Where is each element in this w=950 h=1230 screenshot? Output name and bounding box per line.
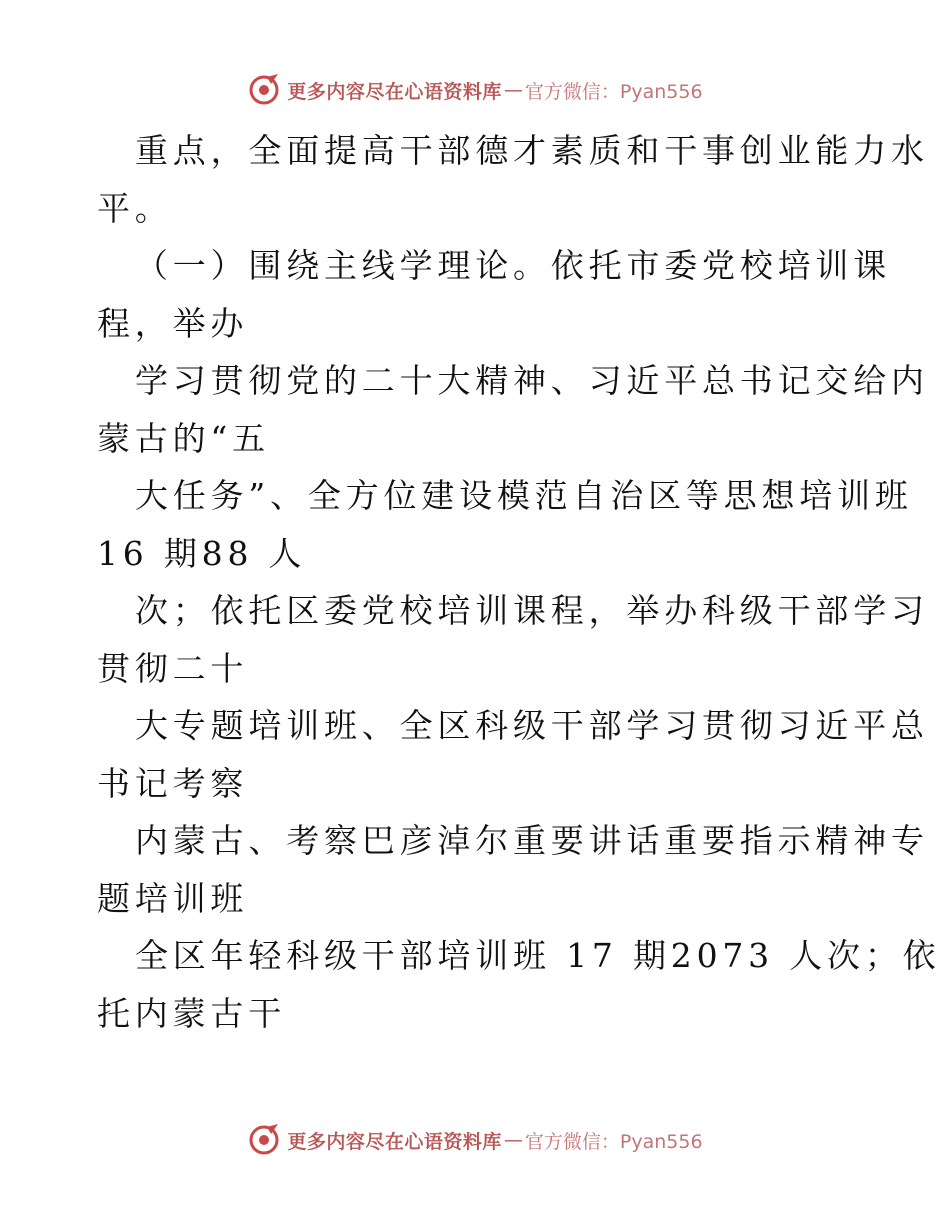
pen-circle-logo-icon: [247, 73, 281, 107]
watermark-site: 更多内容尽在心语资料库: [287, 80, 502, 103]
watermark-footer: [0, 1120, 950, 1160]
text-line: 平。: [97, 188, 173, 228]
text-line: （一）围绕主线学理论。依托市委党校培训课: [135, 246, 891, 285]
text-line: 大任务”、全方位建设模范自治区等思想培训班: [135, 476, 913, 515]
text-line: 程，举办: [97, 303, 249, 343]
text-line: 全区年轻科级干部培训班 17 期2073 人次；依: [135, 936, 941, 975]
text-line: 蒙古的“五: [97, 418, 270, 458]
watermark-wechat: 官方微信：Pyan556: [524, 1130, 703, 1153]
text-line: 重点，全面提高干部德才素质和干事创业能力水: [135, 131, 929, 170]
text-line: 题培训班: [97, 878, 249, 918]
text-line: 托内蒙古干: [97, 993, 286, 1033]
watermark-site: 更多内容尽在心语资料库: [287, 1130, 502, 1153]
pen-circle-logo-icon: [247, 1123, 281, 1157]
text-line: 内蒙古、考察巴彦淖尔重要讲话重要指示精神专: [135, 821, 929, 860]
text-line: 贯彻二十: [97, 648, 249, 688]
watermark-wechat: 官方微信：Pyan556: [524, 80, 703, 103]
text-line: 16 期88 人: [97, 533, 307, 573]
text-line: 大专题培训班、全区科级干部学习贯彻习近平总: [135, 706, 929, 745]
watermark-separator: —: [503, 79, 523, 101]
watermark-separator: —: [503, 1129, 523, 1151]
document-body: [97, 122, 941, 1042]
watermark-header: [0, 70, 950, 110]
text-line: 书记考察: [97, 763, 249, 803]
text-line: 次；依托区委党校培训课程，举办科级干部学习: [135, 591, 929, 630]
text-line: 学习贯彻党的二十大精神、习近平总书记交给内: [135, 361, 929, 400]
